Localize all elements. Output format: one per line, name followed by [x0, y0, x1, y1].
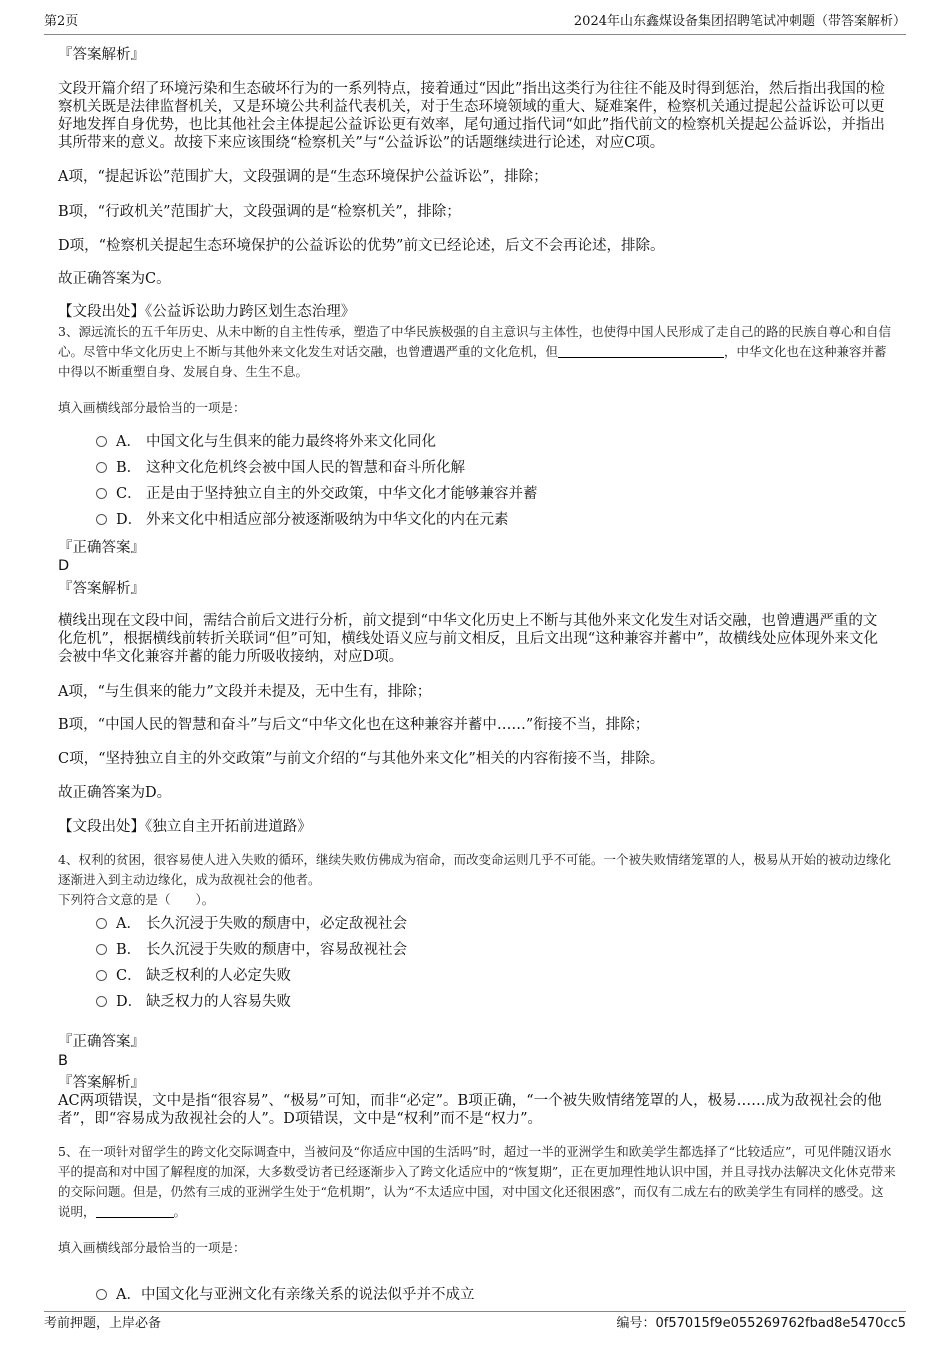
q2-option-b-note: B项，“行政机关”范围扩大，文段强调的是“检察机关”，排除； — [58, 204, 461, 220]
q5-answer-blank — [96, 1205, 174, 1218]
option-text: 长久沉浸于失败的颓唐中，容易敌视社会 — [146, 942, 407, 958]
radio-icon[interactable] — [96, 918, 107, 929]
q3-analysis-heading: 『答案解析』 — [58, 581, 145, 597]
q4-analysis-heading: 『答案解析』 — [58, 1075, 145, 1091]
radio-icon[interactable] — [96, 944, 107, 955]
q3-stem-after: ，中华文化也在这种兼容并蓄中得以不断重塑自身、发展自身、生生不息。 — [58, 344, 887, 379]
q3-prompt: 填入画横线部分最恰当的一项是： — [58, 400, 246, 415]
option-text: 中国文化与生俱来的能力最终将外来文化同化 — [146, 434, 436, 450]
option-letter: D． — [116, 512, 143, 528]
q3-answer: D — [58, 558, 70, 574]
q3-option-b[interactable] — [96, 459, 465, 477]
footer-slogan: 考前押题，上岸必备 — [44, 1316, 162, 1331]
q5-stem-before: 5、在一项针对留学生的跨文化交际调查中，当被问及“你适应中国的生活吗”时，超过一半的亚洲学生和欧美学生都选择了“比较适应”，可见伴随汉语水平的提高和对中国了解程度的加深，大多数受访者已经逐渐步入了跨文化适应中的“恢复期”，正在更加理性地认识中国，并且寻找办法解决文化休克带来的交际问题。但是，仍然有三成的亚洲学生处于“危机期”，认为“不太适应中国，对中国文化还很困惑”，而仅有二成左右的欧美学生有同样的感受。这说明， — [58, 1144, 896, 1219]
q5-prompt: 填入画横线部分最恰当的一项是： — [58, 1240, 246, 1255]
option-text: 中国文化与亚洲文化有亲缘关系的说法似乎并不成立 — [140, 1287, 475, 1303]
option-text: 长久沉浸于失败的颓唐中，必定敌视社会 — [146, 916, 407, 932]
q2-option-d-note: D项，“检察机关提起生态环境保护的公益诉讼的优势”前文已经论述，后文不会再论述，排除。 — [58, 238, 665, 254]
option-letter: B． — [116, 460, 142, 476]
page-header — [44, 12, 906, 35]
q2-analysis-heading: 『答案解析』 — [58, 47, 145, 63]
q3-stem-before: 3、源远流长的五千年历史、从未中断的自主性传承，塑造了中华民族极强的自主意识与主体性，也使得中国人民形成了走自己的路的民族自尊心和自信心。尽管中华文化历史上不断与其他外来文化发生对话交融，也曾遭遇严重的文化危机，但 — [58, 324, 891, 359]
q2-conclusion: 故正确答案为C。 — [58, 271, 171, 287]
q4-prompt: 下列符合文意的是（ ）。 — [58, 892, 215, 907]
q4-answer: B — [58, 1053, 68, 1069]
q4-option-a[interactable] — [96, 915, 407, 933]
q3-answer-heading: 『正确答案』 — [58, 540, 145, 556]
option-letter: A． — [116, 434, 141, 450]
q4-option-c[interactable] — [96, 967, 291, 985]
option-letter: C． — [116, 968, 142, 984]
q3-answer-blank — [558, 345, 724, 358]
radio-icon[interactable] — [96, 514, 107, 525]
q4-analysis-text: AC两项错误，文中是指“很容易”、“极易”可知，而非“必定”。B项正确，“一个被失败情绪笼罩的人，极易……成为敌视社会的他者”，即“容易成为敌视社会的人”。D项错误，文中是“权利”而不是“权力”。 — [58, 1093, 882, 1127]
q3-option-b-note: B项，“中国人民的智慧和奋斗”与后文“中华文化也在这种兼容并蓄中……”衔接不当，排除； — [58, 717, 650, 733]
q4-option-b[interactable] — [96, 941, 407, 959]
q4-answer-heading: 『正确答案』 — [58, 1034, 145, 1050]
option-letter: A． — [116, 916, 141, 932]
q3-option-a-note: A项，“与生俱来的能力”文段并未提及，无中生有，排除； — [58, 684, 432, 700]
radio-icon[interactable] — [96, 436, 107, 447]
document-code: 编号：0f57015f9e055269762fbad8e5470cc5 — [616, 1316, 906, 1331]
page-footer — [44, 1311, 906, 1334]
option-text: 外来文化中相适应部分被逐渐吸纳为中华文化的内在元素 — [146, 512, 509, 528]
q3-conclusion: 故正确答案为D。 — [58, 785, 172, 801]
option-text: 缺乏权力的人容易失败 — [146, 994, 291, 1010]
q4-option-d[interactable] — [96, 993, 291, 1011]
radio-icon[interactable] — [96, 996, 107, 1007]
q4-stem: 4、权利的贫困，很容易使人进入失败的循环，继续失败仿佛成为宿命，而改变命运则几乎不可能。一个被失败情绪笼罩的人，极易从开始的被动边缘化逐渐进入到主动边缘化，成为敌视社会的他者。 — [58, 852, 891, 887]
option-letter: A． — [116, 1287, 141, 1303]
option-letter: C． — [116, 486, 142, 502]
q3-analysis-text: 横线出现在文段中间，需结合前后文进行分析，前文提到“中华文化历史上不断与其他外来文化发生对话交融，也曾遭遇严重的文化危机”，根据横线前转折关联词“但”可知，横线处语义应与前文相反，且后文出现“这种兼容并蓄中”，故横线处应体现外来文化会被中华文化兼容并蓄的能力所吸收接纳，对应D项。 — [58, 613, 879, 665]
q2-option-a-note: A项，“提起诉讼”范围扩大，文段强调的是“生态环境保护公益诉讼”，排除； — [58, 169, 548, 185]
radio-icon[interactable] — [96, 970, 107, 981]
option-letter: D． — [116, 994, 143, 1010]
q3-option-d[interactable] — [96, 511, 509, 529]
q3-stem — [58, 322, 896, 382]
q3-source: 【文段出处】《独立自主开拓前进道路》 — [58, 819, 312, 835]
radio-icon[interactable] — [96, 1289, 107, 1300]
q3-option-c-note: C项，“坚持独立自主的外交政策”与前文介绍的“与其他外来文化”相关的内容衔接不当，排除。 — [58, 751, 665, 767]
q2-analysis-text: 文段开篇介绍了环境污染和生态破坏行为的一系列特点，接着通过“因此”指出这类行为往往不能及时得到惩治，然后指出我国的检察机关既是法律监督机关，又是环境公共利益代表机关，对于生态环境领域的重大、疑难案件，检察机关通过提起公益诉讼可以更好地发挥自身优势，也比其他社会主体提起公益诉讼更有效率，尾句通过指代词“如此”指代前文的检察机关提起公益诉讼，并指出其所带来的意义。故接下来应该围绕“检察机关”与“公益诉讼”的话题继续进行论述，对应C项。 — [58, 81, 885, 151]
document-title: 2024年山东鑫煤设备集团招聘笔试冲刺题（带答案解析） — [573, 14, 906, 29]
option-text: 正是由于坚持独立自主的外交政策，中华文化才能够兼容并蓄 — [146, 486, 538, 502]
radio-icon[interactable] — [96, 488, 107, 499]
q5-stem-after: 。 — [173, 1204, 187, 1219]
page-number: 第2页 — [44, 14, 79, 29]
q2-source: 【文段出处】《公益诉讼助力跨区划生态治理》 — [58, 304, 356, 320]
option-letter: B． — [116, 942, 142, 958]
q5-option-a[interactable] — [96, 1286, 474, 1304]
option-text: 这种文化危机终会被中国人民的智慧和奋斗所化解 — [146, 460, 465, 476]
q5-stem — [58, 1142, 896, 1222]
q3-option-c[interactable] — [96, 485, 538, 503]
q3-option-a[interactable] — [96, 433, 436, 451]
option-text: 缺乏权利的人必定失败 — [146, 968, 291, 984]
radio-icon[interactable] — [96, 462, 107, 473]
